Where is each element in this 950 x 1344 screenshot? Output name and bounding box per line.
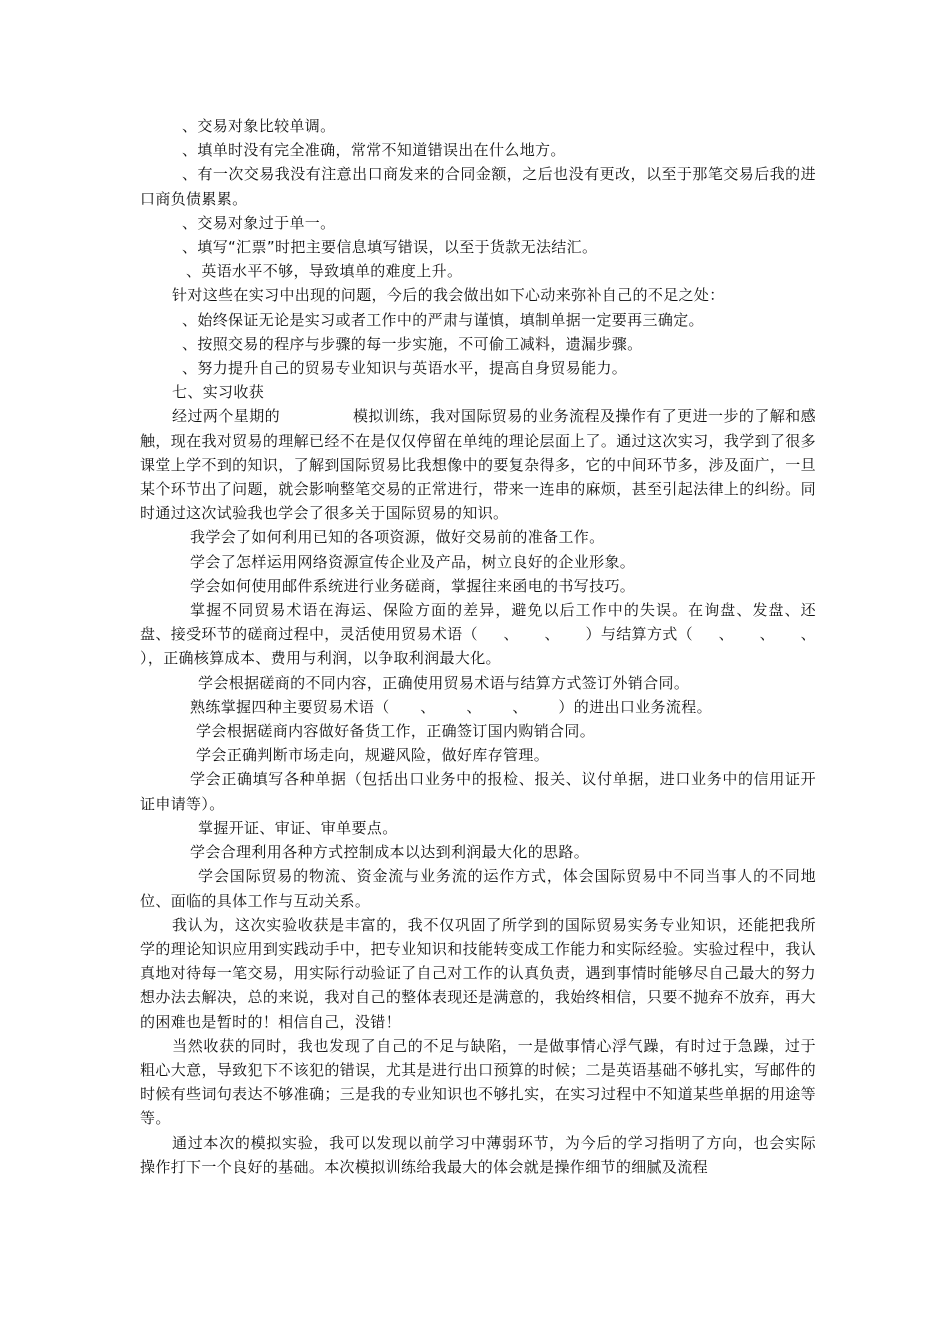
paragraph: 、按照交易的程序与步骤的每一步实施，不可偷工减料，遗漏步骤。 (182, 334, 643, 353)
paragraph: 、始终保证无论是实习或者工作中的严肃与谨慎，填制单据一定要再三确定。 (182, 310, 704, 329)
paragraph: 针对这些在实习中出现的问题，今后的我会做出如下心动来弥补自己的不足之处： (172, 286, 725, 305)
paragraph: 当然收获的同时，我也发现了自己的不足与缺陷，一是做事情心浮气躁，有时过于急躁，过于粗心大意，导致犯下不该犯的错误，尤其是进行出口预算的时候；二是英语基础不够扎实，写邮件的时候有些词句表达不够准确；三是我的专业知识也不够扎实，在实习过程中不知道某些单据的用途等等。 (140, 1036, 816, 1128)
list-item: 我学会了如何利用已知的各项资源，做好交易前的准备工作。 (190, 528, 605, 547)
list-item: 掌握不同贸易术语在海运、保险方面的差异，避免以后工作中的失误。在询盘、发盘、还盘、接受环节的磋商过程中，灵活使用贸易术语（ 、 、 ）与结算方式（ 、 、 、 ），正确核算成本、费用与利润，以争取利润最大化。 (140, 601, 842, 668)
list-item: 学会合理利用各种方式控制成本以达到利润最大化的思路。 (190, 843, 590, 862)
list-item: 学会正确填写各种单据（包括出口业务中的报检、报关、议付单据，进口业务中的信用证开证申请等）。 (140, 770, 816, 813)
paragraph: 、交易对象过于单一。 (182, 213, 336, 232)
list-item: 学会根据磋商的不同内容，正确使用贸易术语与结算方式签订外销合同。 (198, 673, 690, 692)
section-heading: 七、实习收获 (172, 383, 265, 402)
paragraph: 、填单时没有完全准确，常常不知道错误出在什么地方。 (182, 141, 566, 160)
paragraph: 经过两个星期的 模拟训练，我对国际贸易的业务流程及操作有了更进一步的了解和感触，现在我对贸易的理解已经不在是仅仅停留在单纯的理论层面上了。通过这次实习，我学到了很多课堂上学不到的知识，了解到国际贸易比我想像中的要复杂得多，它的中间环节多，涉及面广，一旦某个环节出了问题，就会影响整笔交易的正常进行，带来一连串的麻烦，甚至引起法律上的纠纷。同时通过这次试验我也学会了很多关于国际贸易的知识。 (140, 407, 816, 523)
list-item: 熟练掌握四种主要贸易术语（ 、 、 、 ）的进出口业务流程。 (190, 697, 712, 716)
paragraph: 通过本次的模拟实验，我可以发现以前学习中薄弱环节，为今后的学习指明了方向，也会实际操作打下一个良好的基础。本次模拟训练给我最大的体会就是操作细节的细腻及流程 (140, 1133, 816, 1176)
paragraph: 、交易对象比较单调。 (182, 117, 336, 135)
list-item: 学会国际贸易的物流、资金流与业务流的运作方式，体会国际贸易中不同当事人的不同地位、面临的具体工作与互动关系。 (140, 867, 816, 910)
document-body (140, 114, 842, 1179)
list-item: 掌握开证、审证、审单要点。 (198, 818, 398, 837)
list-item: 学会根据磋商内容做好备货工作，正确签订国内购销合同。 (196, 722, 596, 741)
list-item: 学会如何使用邮件系统进行业务磋商，掌握往来函电的书写技巧。 (190, 576, 636, 595)
paragraph: 我认为，这次实验收获是丰富的，我不仅巩固了所学到的国际贸易实务专业知识，还能把我所学的理论知识应用到实践动手中，把专业知识和技能转变成工作能力和实际经验。实验过程中，我认真地对待每一笔交易，用实际行动验证了自己对工作的认真负责，遇到事情时能够尽自己最大的努力想办法去解决，总的来说，我对自己的整体表现还是满意的，我始终相信，只要不抛弃不放弃，再大的困难也是暂时的！相信自己，没错！ (140, 915, 816, 1031)
list-item: 学会了怎样运用网络资源宣传企业及产品，树立良好的企业形象。 (190, 552, 636, 571)
paragraph: 、英语水平不够，导致填单的难度上升。 (186, 262, 463, 281)
paragraph: 、填写“汇票”时把主要信息填写错误，以至于货款无法结汇。 (182, 238, 598, 257)
list-item: 学会正确判断市场走向，规避风险，做好库存管理。 (196, 746, 550, 765)
paragraph: 、有一次交易我没有注意出口商发来的合同金额，之后也没有更改，以至于那笔交易后我的进口商负债累累。 (140, 165, 816, 208)
paragraph: 、努力提升自己的贸易专业知识与英语水平，提高自身贸易能力。 (182, 359, 628, 378)
